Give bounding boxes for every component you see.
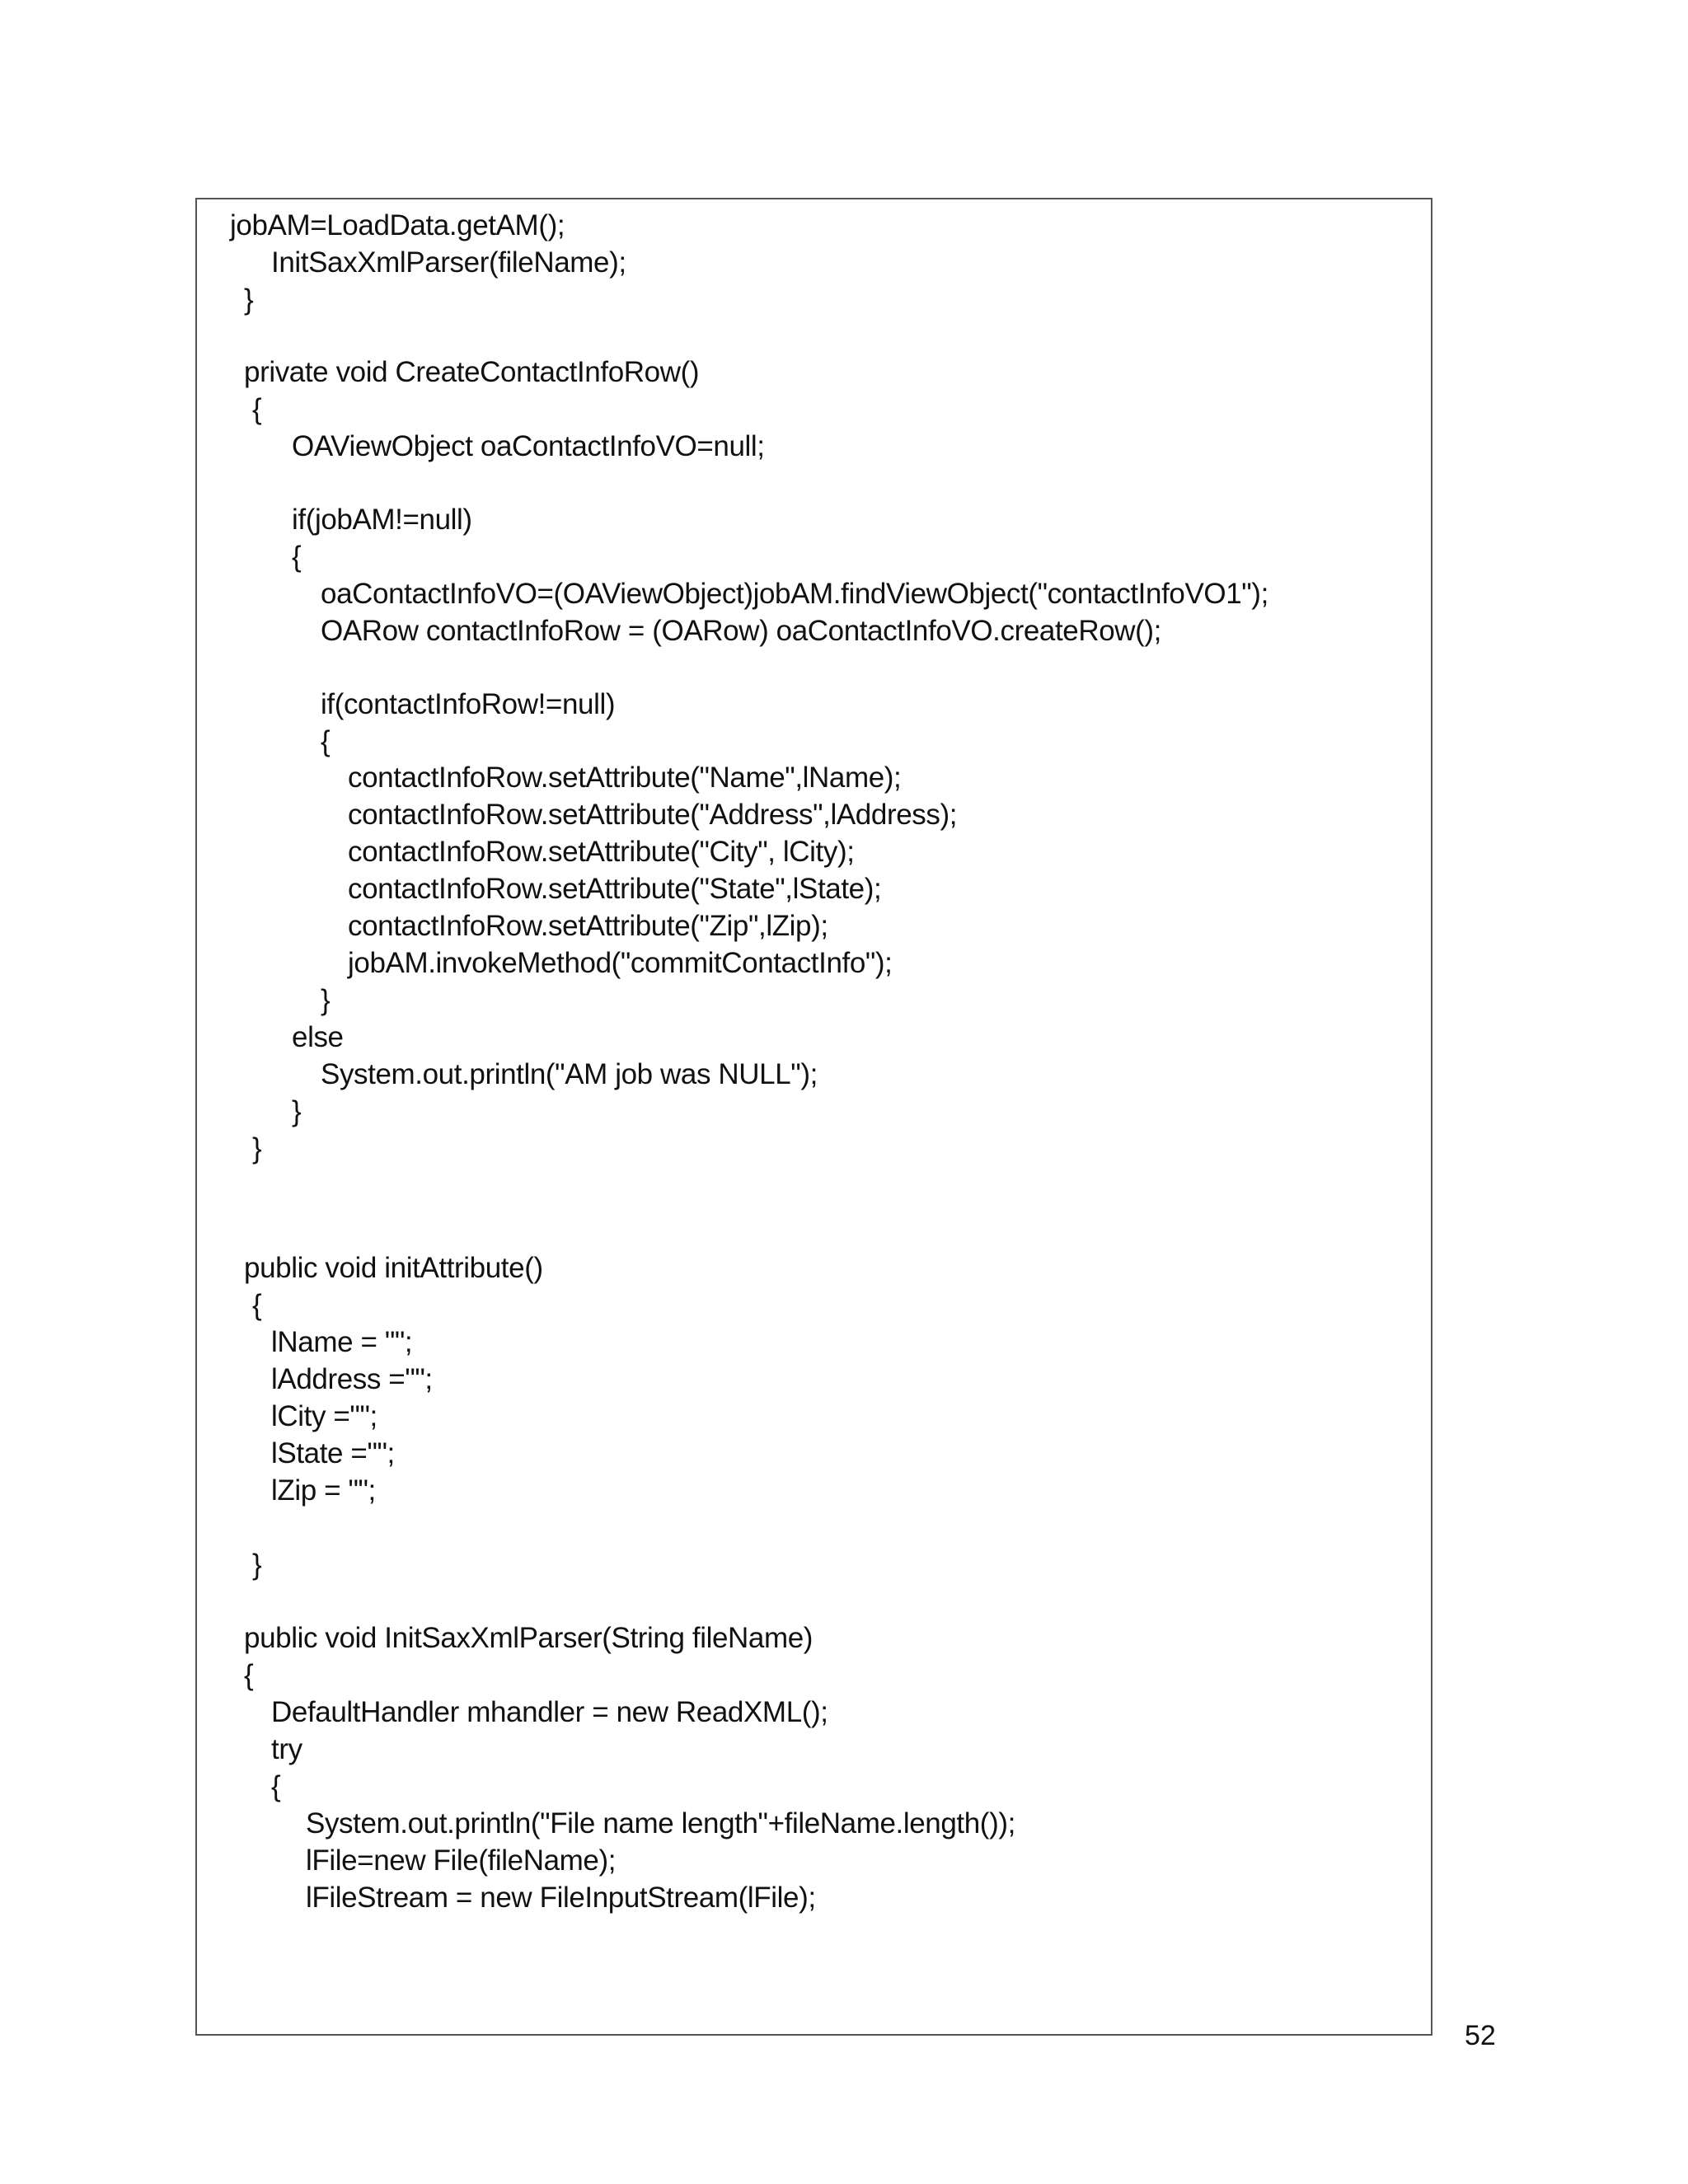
code-line: { — [252, 1289, 262, 1321]
code-line: contactInfoRow.setAttribute("Name",lName); — [348, 762, 902, 794]
code-line: public void initAttribute() — [244, 1252, 543, 1284]
code-line: contactInfoRow.setAttribute("Zip",lZip); — [348, 910, 828, 942]
code-line: contactInfoRow.setAttribute("City", lCity); — [348, 836, 855, 868]
code-line: if(jobAM!=null) — [292, 504, 472, 536]
code-line: OAViewObject oaContactInfoVO=null; — [292, 430, 765, 462]
code-line: OARow contactInfoRow = (OARow) oaContactInfoVO.createRow(); — [321, 615, 1162, 647]
code-line: jobAM.invokeMethod("commitContactInfo"); — [348, 947, 893, 979]
code-line: if(contactInfoRow!=null) — [321, 688, 616, 720]
code-line: contactInfoRow.setAttribute("Address",lAddress); — [348, 799, 958, 831]
code-line: } — [292, 1095, 302, 1127]
code-line: } — [244, 284, 254, 316]
code-line: { — [252, 393, 262, 425]
code-listing-box — [195, 198, 1432, 2036]
code-line: InitSaxXmlParser(fileName); — [271, 246, 626, 279]
code-line: { — [292, 541, 302, 573]
code-line: lZip = ""; — [271, 1474, 376, 1507]
code-line: public void InitSaxXmlParser(String fileName) — [244, 1622, 814, 1654]
code-line: try — [271, 1733, 302, 1765]
code-line: } — [321, 984, 331, 1016]
code-line: lFile=new File(fileName); — [306, 1844, 617, 1877]
code-line: { — [321, 725, 331, 757]
code-line: lCity =""; — [271, 1400, 377, 1432]
code-line: lState =""; — [271, 1437, 395, 1469]
code-line: lAddress =""; — [271, 1363, 433, 1395]
code-line: DefaultHandler mhandler = new ReadXML(); — [271, 1696, 828, 1728]
page-number: 52 — [1465, 2020, 1496, 2051]
code-line: { — [244, 1659, 254, 1691]
code-line: } — [252, 1549, 262, 1581]
code-line: oaContactInfoVO=(OAViewObject)jobAM.findViewObject("contactInfoVO1"); — [321, 578, 1268, 610]
code-line: private void CreateContactInfoRow() — [244, 356, 700, 388]
code-line: contactInfoRow.setAttribute("State",lState); — [348, 873, 882, 905]
code-line: System.out.println("AM job was NULL"); — [321, 1058, 818, 1090]
code-line: { — [271, 1770, 281, 1802]
code-line: lName = ""; — [271, 1326, 413, 1358]
code-line: else — [292, 1021, 344, 1053]
code-lines — [197, 199, 1431, 2034]
code-line: System.out.println("File name length"+fileName.length()); — [306, 1807, 1015, 1840]
code-line: } — [252, 1132, 262, 1165]
code-line: jobAM=LoadData.getAM(); — [230, 209, 565, 241]
code-line: lFileStream = new FileInputStream(lFile); — [306, 1882, 816, 1914]
